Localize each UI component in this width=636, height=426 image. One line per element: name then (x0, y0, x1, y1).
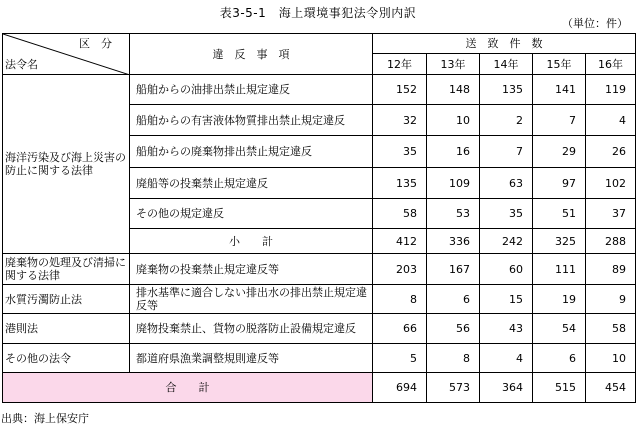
law-name-cell: 水質汚濁防止法 (3, 285, 130, 314)
value-cell: 51 (533, 199, 586, 229)
subtotal-value: 325 (533, 229, 586, 254)
value-cell: 19 (533, 285, 586, 314)
value-cell: 135 (480, 75, 533, 105)
total-value: 454 (586, 373, 636, 403)
violation-cell: その他の規定違反 (130, 199, 373, 229)
violation-cell: 排水基準に適合しない排出水の排出禁止規定違反等 (130, 285, 373, 314)
law-name-header: 法令名 (5, 58, 38, 71)
violation-cell: 都道府県漁業調整規則違反等 (130, 344, 373, 373)
subtotal-value: 242 (480, 229, 533, 254)
violation-cell: 船舶からの廃棄物排出禁止規定違反 (130, 136, 373, 168)
table-row (3, 254, 636, 285)
value-cell: 111 (533, 254, 586, 285)
value-cell: 60 (480, 254, 533, 285)
value-cell: 37 (586, 199, 636, 229)
value-cell: 32 (373, 105, 427, 136)
law-name-cell: 廃棄物の処理及び清掃に関する法律 (3, 254, 130, 285)
violation-cell: 廃棄物の投棄禁止規定違反等 (130, 254, 373, 285)
subtotal-value: 288 (586, 229, 636, 254)
value-cell: 141 (533, 75, 586, 105)
source-note: 出典：海上保安庁 (1, 412, 89, 425)
value-cell: 10 (586, 344, 636, 373)
table-row (3, 344, 636, 373)
value-cell: 5 (373, 344, 427, 373)
year-header: 15年 (533, 54, 586, 75)
value-cell: 148 (427, 75, 480, 105)
violation-cell: 船舶からの有害液体物質排出禁止規定違反 (130, 105, 373, 136)
violation-cell: 廃物投棄禁止、貨物の脱落防止設備規定違反 (130, 314, 373, 344)
value-cell: 7 (533, 105, 586, 136)
value-cell: 167 (427, 254, 480, 285)
total-row (3, 373, 636, 403)
table-row (3, 285, 636, 314)
law-name-cell: その他の法令 (3, 344, 130, 373)
total-label: 合 計 (3, 373, 373, 403)
subtotal-value: 412 (373, 229, 427, 254)
value-cell: 54 (533, 314, 586, 344)
value-cell: 89 (586, 254, 636, 285)
value-cell: 35 (373, 136, 427, 168)
value-cell: 16 (427, 136, 480, 168)
value-cell: 58 (373, 199, 427, 229)
year-header: 16年 (586, 54, 636, 75)
value-cell: 58 (586, 314, 636, 344)
value-cell: 109 (427, 168, 480, 199)
value-cell: 4 (586, 105, 636, 136)
value-cell: 15 (480, 285, 533, 314)
violation-cell: 廃船等の投棄禁止規定違反 (130, 168, 373, 199)
value-cell: 6 (427, 285, 480, 314)
value-cell: 8 (373, 285, 427, 314)
sent-count-header: 送 致 件 数 (373, 34, 636, 54)
total-value: 694 (373, 373, 427, 403)
category-label: 区 分 (79, 37, 112, 50)
value-cell: 6 (533, 344, 586, 373)
total-value: 573 (427, 373, 480, 403)
value-cell: 135 (373, 168, 427, 199)
value-cell: 7 (480, 136, 533, 168)
year-header: 13年 (427, 54, 480, 75)
value-cell: 119 (586, 75, 636, 105)
value-cell: 56 (427, 314, 480, 344)
table-title: 表3-5-1 海上環境事犯法令別内訳 (219, 6, 417, 20)
value-cell: 8 (427, 344, 480, 373)
total-value: 364 (480, 373, 533, 403)
value-cell: 66 (373, 314, 427, 344)
value-cell: 35 (480, 199, 533, 229)
year-header: 14年 (480, 54, 533, 75)
value-cell: 26 (586, 136, 636, 168)
table-row (3, 75, 636, 105)
subtotal-label: 小 計 (130, 229, 373, 254)
value-cell: 63 (480, 168, 533, 199)
value-cell: 102 (586, 168, 636, 199)
value-cell: 43 (480, 314, 533, 344)
law-name-cell: 海洋汚染及び海上災害の防止に関する法律 (3, 75, 130, 254)
value-cell: 97 (533, 168, 586, 199)
violation-header: 違 反 事 項 (130, 34, 373, 75)
value-cell: 9 (586, 285, 636, 314)
value-cell: 152 (373, 75, 427, 105)
value-cell: 4 (480, 344, 533, 373)
value-cell: 203 (373, 254, 427, 285)
value-cell: 10 (427, 105, 480, 136)
subtotal-value: 336 (427, 229, 480, 254)
value-cell: 53 (427, 199, 480, 229)
table-row (3, 314, 636, 344)
unit-note: （単位：件） (562, 17, 628, 30)
violation-cell: 船舶からの油排出禁止規定違反 (130, 75, 373, 105)
total-value: 515 (533, 373, 586, 403)
statistics-table (2, 33, 636, 403)
year-header: 12年 (373, 54, 427, 75)
category-header-cell (3, 34, 130, 75)
value-cell: 29 (533, 136, 586, 168)
law-name-cell: 港則法 (3, 314, 130, 344)
value-cell: 2 (480, 105, 533, 136)
